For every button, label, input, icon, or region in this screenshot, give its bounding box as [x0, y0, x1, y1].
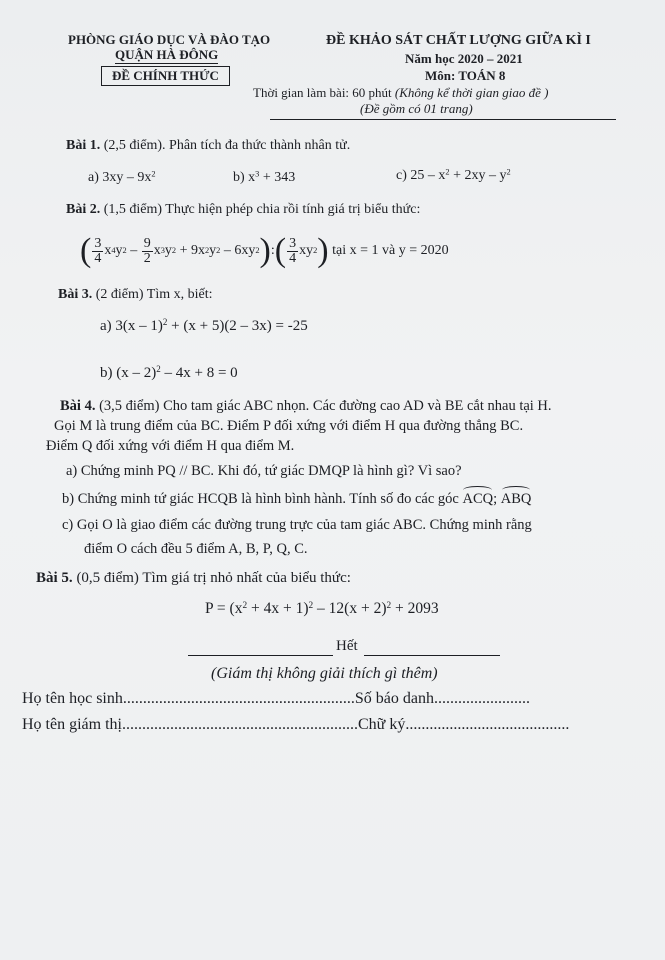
bai5-expression: $P = (x^2 + 4x + 1)^2 - 12(x + 2)^2 + 2093$ [205, 600, 439, 617]
official-label: ĐỀ CHÍNH THỨC [101, 66, 230, 86]
time-limit-note: (Không kể thời gian giao đề ) [394, 85, 549, 100]
school-year: Năm học 2020 – 2021 [405, 51, 523, 66]
candidate-number-label: Số báo danh [354, 690, 434, 707]
bai4-line1-text: (3,5 điểm) Cho tam giác ABC nhọn. Các đường cao AD và BE cắt nhau tại H. [95, 398, 552, 414]
signature-field[interactable]: ......................................... [405, 716, 570, 733]
bai1-b-label: b) [233, 170, 245, 185]
bai1-a-label: a) [88, 170, 99, 185]
bai4-c2: điểm O cách đều 5 điểm A, B, P, Q, C. [84, 541, 308, 557]
proctor-note: (Giám thị không giải thích gì thêm) [211, 665, 438, 682]
candidate-number-field[interactable]: ........................ [433, 690, 530, 707]
bai3-b: b) (x – 2)$^2$ – 4x + 8 = 0 [100, 364, 238, 381]
pages-note: (Đề gồm có 01 trang) [360, 101, 473, 116]
exam-title: ĐỀ KHẢO SÁT CHẤT LƯỢNG GIỮA KÌ I [326, 33, 591, 48]
bai3-a: a) 3(x – 1)$^2$ + (x + 5)(2 – 3x) = -25 [100, 317, 308, 334]
bai4-a: a) Chứng minh PQ // BC. Khi đó, tứ giác DMQP là hình gì? Vì sao? [66, 463, 462, 479]
bai5-label: Bài 5. [36, 570, 73, 586]
end-rule-right [364, 645, 500, 656]
bai4-c1: c) Gọi O là giao điểm các đường trung trực của tam giác ABC. Chứng minh rằng [62, 517, 532, 533]
bai3-label: Bài 3. [58, 287, 93, 302]
bai4-b: b) Chứng minh tứ giác HCQB là hình bình hành. Tính số đo các góc ACQ; ABQ [62, 491, 532, 507]
bai5-heading [36, 570, 351, 587]
proctor-info-line [22, 716, 569, 734]
bai3-b-label: b) [100, 365, 113, 381]
department-name: PHÒNG GIÁO DỤC VÀ ĐÀO TẠO [68, 32, 271, 47]
bai2-expression: ( $\frac{3}{4}$ x 4 y 2 – $\frac{9}{2}$ x 3 y 2 + 9x 2 y 2 – 6xy 2 ) : ( $\frac{3}{4}$ xy 2 ) tại x = 1 và y = 2020 [80, 232, 449, 269]
bai4-b-text: b) Chứng minh tứ giác HCQB là hình bình hành. Tính số đo các góc [62, 491, 463, 507]
bai4-line2: Gọi M là trung điểm của BC. Điểm P đối xứng với điểm H qua đường thẳng BC. [54, 418, 524, 434]
proctor-name-field[interactable]: ........................................................... [121, 716, 358, 733]
end-marker: Hết [336, 638, 358, 654]
signature-label: Chữ ký [357, 716, 406, 733]
bai3-intro: (2 điểm) Tìm x, biết: [92, 287, 213, 302]
end-rule-left [188, 645, 333, 656]
time-limit [253, 85, 548, 101]
angle-acq: ACQ [462, 491, 494, 507]
bai4-line1 [60, 398, 552, 415]
time-limit-text: Thời gian làm bài: 60 phút [253, 85, 395, 100]
angle-abq: ABQ [500, 491, 532, 507]
bai2-label: Bài 2. [66, 202, 101, 217]
student-name-field[interactable]: .......................................................... [122, 690, 355, 707]
bai5-intro: (0,5 điểm) Tìm giá trị nhỏ nhất của biểu thức: [72, 570, 351, 586]
bai1-c-label: c) [396, 168, 407, 183]
bai1-a: a) $3xy - 9x^2$ [88, 169, 156, 185]
district-name: QUẬN HÀ ĐÔNG [115, 47, 219, 62]
student-name-label: Họ tên học sinh [22, 690, 123, 707]
bai1-intro: (2,5 điểm). Phân tích đa thức thành nhân tử. [100, 138, 351, 153]
subject: Môn: TOÁN 8 [425, 68, 506, 83]
bai1-c: c) $25 - x^2 + 2xy - y^2$ [396, 167, 511, 183]
bai1-heading [66, 138, 350, 154]
bai4-line3: Điểm Q đối xứng với điểm H qua điểm M. [46, 438, 295, 454]
header-divider [270, 119, 616, 120]
bai1-label: Bài 1. [66, 138, 101, 153]
bai2-condition: tại x = 1 và y = 2020 [332, 243, 449, 258]
bai3-heading [58, 287, 213, 303]
bai2-heading [66, 202, 420, 218]
student-info-line [22, 690, 530, 708]
bai1-b: b) $x^3 + 343$ [233, 169, 296, 185]
proctor-name-label: Họ tên giám thị [22, 716, 122, 733]
bai3-a-label: a) [100, 318, 112, 334]
bai2-intro: (1,5 điểm) Thực hiện phép chia rồi tính giá trị biểu thức: [100, 202, 421, 217]
bai4-label: Bài 4. [60, 398, 96, 414]
